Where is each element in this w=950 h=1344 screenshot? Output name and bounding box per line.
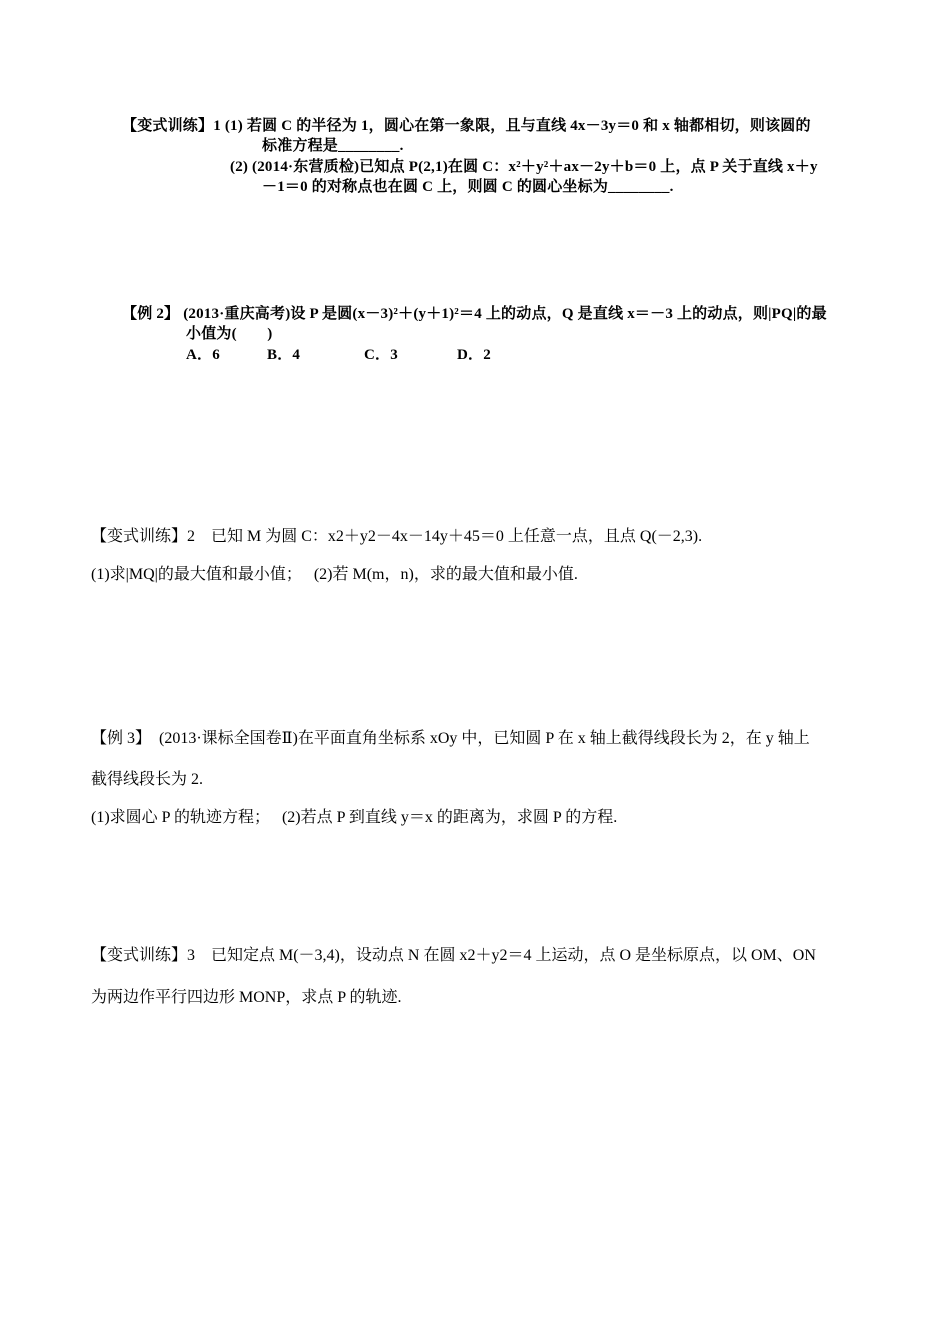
variant-1-line-2: 标准方程是________. [262,138,404,154]
example-2-line-1: 【例 2】 (2013·重庆高考)设 P 是圆(x－3)²＋(y＋1)²＝4 上的动点，Q 是直线 x＝－3 上的动点，则|PQ|的最 [122,306,827,322]
example-2-option-d: D．2 [457,347,491,363]
variant-1-line-3: (2) (2014·东营质检)已知点 P(2,1)在圆 C：x²＋y²＋ax－2y＋b＝0 上，点 P 关于直线 x＋y [230,159,818,175]
variant-3-line-1: 【变式训练】3 已知定点 M(－3,4)，设动点 N 在圆 x2＋y2＝4 上运动，点 O 是坐标原点，以 OM、ON [91,947,816,964]
example-3-line-2: 截得线段长为 2. [91,771,204,788]
variant-1-line-1: 【变式训练】1 (1) 若圆 C 的半径为 1，圆心在第一象限，且与直线 4x－3y＝0 和 x 轴都相切，则该圆的 [122,118,811,134]
example-3-line-1: 【例 3】 (2013·课标全国卷Ⅱ)在平面直角坐标系 xOy 中，已知圆 P 在 x 轴上截得线段长为 2，在 y 轴上 [91,730,810,747]
variant-3-line-2: 为两边作平行四边形 MONP，求点 P 的轨迹. [91,989,402,1006]
example-2-option-c: C．3 [364,347,398,363]
example-2-line-2: 小值为( ) [186,326,273,342]
variant-2-line-2: (1)求|MQ|的最大值和最小值； (2)若 M(m，n)，求的最大值和最小值. [91,566,578,583]
variant-2-line-1: 【变式训练】2 已知 M 为圆 C：x2＋y2－4x－14y＋45＝0 上任意一点，且点 Q(－2,3). [91,528,703,545]
example-2-option-b: B．4 [267,347,301,363]
variant-1-line-4: －1＝0 的对称点也在圆 C 上，则圆 C 的圆心坐标为________. [262,179,674,195]
example-2-option-a: A．6 [186,347,220,363]
example-3-line-3: (1)求圆心 P 的轨迹方程； (2)若点 P 到直线 y＝x 的距离为，求圆 P 的方程. [91,809,618,826]
